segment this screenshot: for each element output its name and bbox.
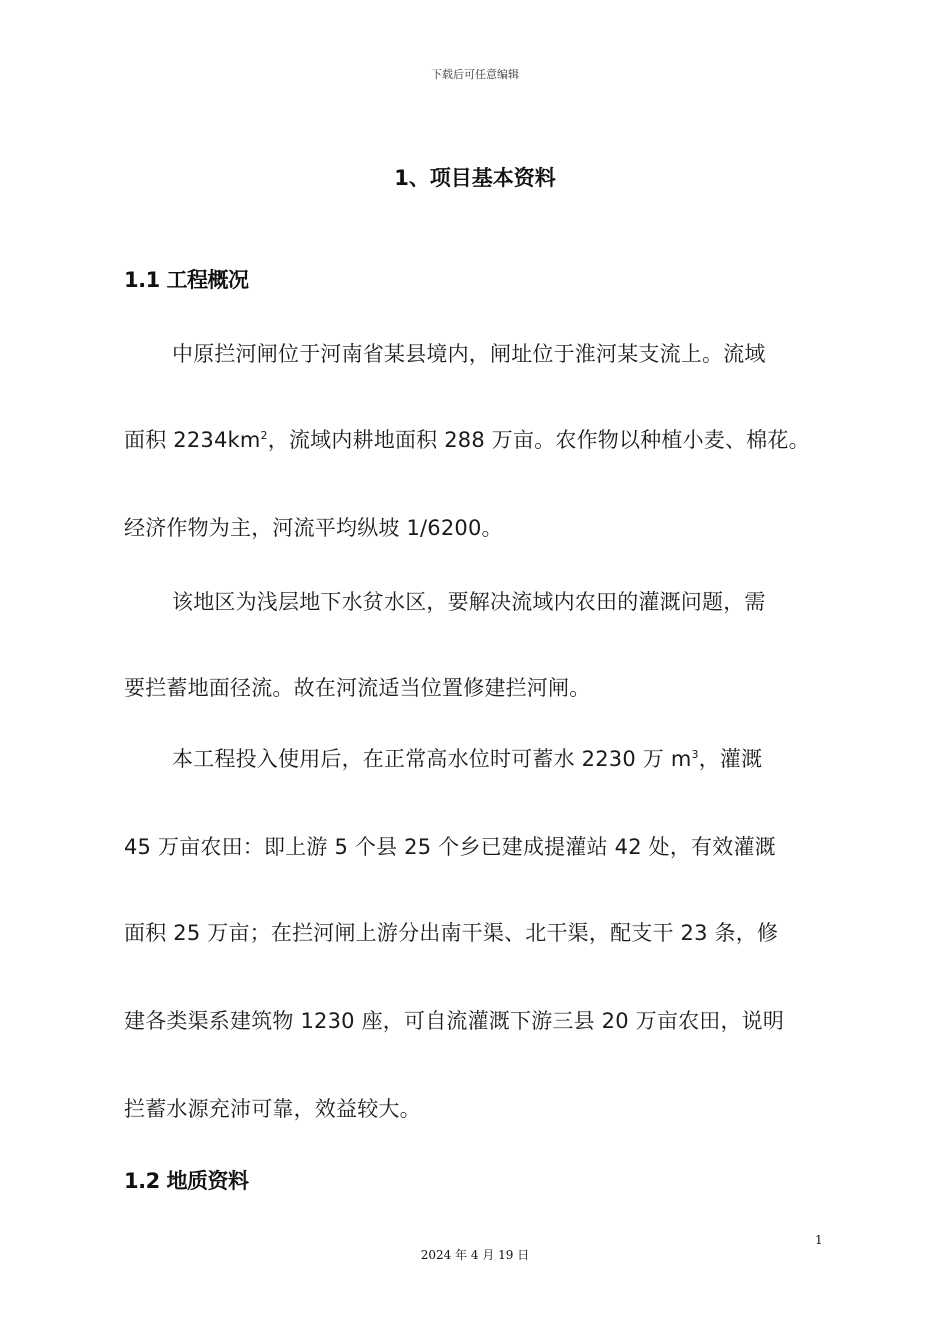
- paragraph-line: 要拦蓄地面径流。故在河流适当位置修建拦河闸。: [124, 676, 591, 700]
- paragraph-line: 45 万亩农田：即上游 5 个县 25 个乡已建成提灌站 42 处，有效灌溉: [124, 835, 776, 859]
- header-note: 下载后可任意编辑: [431, 68, 519, 81]
- text-segment: 本工程投入使用后，在正常高水位时可蓄水 2230 万 m: [172, 747, 692, 771]
- paragraph-line: 拦蓄水源充沛可靠，效益较大。: [124, 1097, 421, 1121]
- text-segment: ，灌溉: [698, 747, 763, 771]
- text-segment: ，流域内耕地面积 288 万亩。农作物以种植小麦、棉花。: [267, 428, 810, 452]
- text-segment: 面积 2234km: [124, 428, 261, 452]
- footer-date: 2024 年 4 月 19 日: [420, 1248, 530, 1262]
- document-title: 1、项目基本资料: [394, 166, 556, 190]
- section-heading-1-1: 1.1 工程概况: [124, 268, 249, 292]
- paragraph-line: 该地区为浅层地下水贫水区，要解决流域内农田的灌溉问题，需: [172, 590, 766, 614]
- paragraph-line: 中原拦河闸位于河南省某县境内，闸址位于淮河某支流上。流域: [172, 342, 766, 366]
- paragraph-line: [124, 424, 810, 454]
- paragraph-line: 经济作物为主，河流平均纵坡 1/6200。: [124, 516, 503, 540]
- paragraph-line: 面积 25 万亩；在拦河闸上游分出南干渠、北干渠，配支干 23 条，修: [124, 921, 779, 945]
- paragraph-line: 建各类渠系建筑物 1230 座，可自流灌溉下游三县 20 万亩农田，说明: [124, 1009, 785, 1033]
- paragraph-line: [172, 743, 762, 773]
- superscript: 3: [691, 748, 699, 761]
- superscript: 2: [260, 429, 268, 442]
- section-heading-1-2: 1.2 地质资料: [124, 1169, 249, 1193]
- page-number: 1: [815, 1233, 823, 1247]
